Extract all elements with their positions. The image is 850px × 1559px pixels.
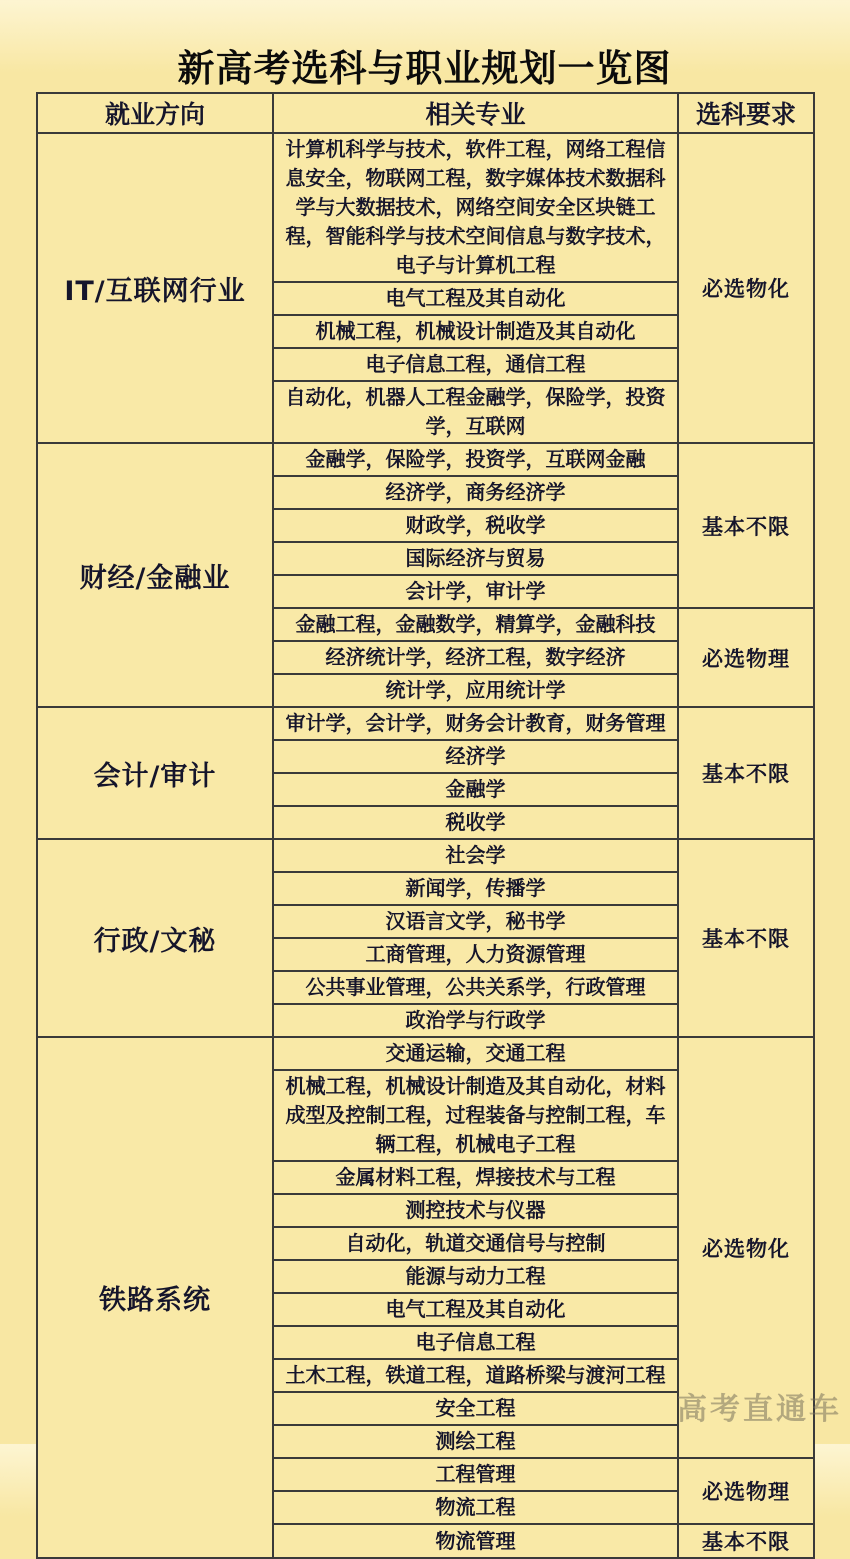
major-cell: 汉语言文学，秘书学 (273, 905, 678, 938)
header-requirement: 选科要求 (678, 93, 814, 133)
major-cell: 政治学与行政学 (273, 1004, 678, 1037)
table-row (37, 133, 814, 282)
requirement-cell: 基本不限 (678, 1524, 814, 1558)
major-cell: 自动化，轨道交通信号与控制 (273, 1227, 678, 1260)
major-cell: 统计学，应用统计学 (273, 674, 678, 707)
major-cell: 社会学 (273, 839, 678, 872)
major-cell: 国际经济与贸易 (273, 542, 678, 575)
major-cell: 经济学 (273, 740, 678, 773)
header-row (37, 93, 814, 133)
table-row (37, 707, 814, 740)
career-cell: 会计/审计 (37, 707, 273, 839)
major-cell: 金融学，保险学，投资学，互联网金融 (273, 443, 678, 476)
major-cell: 电气工程及其自动化 (273, 1293, 678, 1326)
major-cell: 电子信息工程，通信工程 (273, 348, 678, 381)
major-cell: 能源与动力工程 (273, 1260, 678, 1293)
major-cell: 经济统计学，经济工程，数字经济 (273, 641, 678, 674)
requirement-cell: 基本不限 (678, 443, 814, 608)
career-cell: 铁路系统 (37, 1037, 273, 1558)
major-cell: 税收学 (273, 806, 678, 839)
career-cell: IT/互联网行业 (37, 133, 273, 443)
table-row (37, 443, 814, 476)
major-cell: 自动化，机器人工程金融学，保险学，投资学，互联网 (273, 381, 678, 443)
major-cell: 物流管理 (273, 1524, 678, 1558)
major-cell: 会计学，审计学 (273, 575, 678, 608)
major-cell: 安全工程 (273, 1392, 678, 1425)
watermark-text: 高考直通车 (677, 1392, 842, 1427)
requirement-cell: 必选物理 (678, 608, 814, 707)
major-cell: 土木工程，铁道工程，道路桥梁与渡河工程 (273, 1359, 678, 1392)
major-cell: 新闻学，传播学 (273, 872, 678, 905)
requirement-cell: 基本不限 (678, 707, 814, 839)
career-planning-table (36, 92, 815, 1559)
major-cell: 交通运输，交通工程 (273, 1037, 678, 1070)
major-cell: 金属材料工程，焊接技术与工程 (273, 1161, 678, 1194)
career-cell: 财经/金融业 (37, 443, 273, 707)
major-cell: 审计学，会计学，财务会计教育，财务管理 (273, 707, 678, 740)
career-cell: 行政/文秘 (37, 839, 273, 1037)
major-cell: 金融工程，金融数学，精算学，金融科技 (273, 608, 678, 641)
major-cell: 电子信息工程 (273, 1326, 678, 1359)
major-cell: 金融学 (273, 773, 678, 806)
requirement-cell: 必选物理 (678, 1458, 814, 1524)
major-cell: 财政学，税收学 (273, 509, 678, 542)
major-cell: 测控技术与仪器 (273, 1194, 678, 1227)
header-career: 就业方向 (37, 93, 273, 133)
table-row (37, 839, 814, 872)
page-title: 新高考选科与职业规划一览图 (177, 47, 672, 90)
major-cell: 测绘工程 (273, 1425, 678, 1458)
requirement-cell: 必选物化 (678, 1037, 814, 1458)
major-cell: 工程管理 (273, 1458, 678, 1491)
major-cell: 机械工程，机械设计制造及其自动化，材料成型及控制工程，过程装备与控制工程，车辆工程，机械电子工程 (273, 1070, 678, 1161)
header-majors: 相关专业 (273, 93, 678, 133)
major-cell: 经济学，商务经济学 (273, 476, 678, 509)
major-cell: 物流工程 (273, 1491, 678, 1524)
major-cell: 电气工程及其自动化 (273, 282, 678, 315)
major-cell: 公共事业管理，公共关系学，行政管理 (273, 971, 678, 1004)
requirement-cell: 基本不限 (678, 839, 814, 1037)
table-row (37, 1037, 814, 1070)
major-cell: 机械工程，机械设计制造及其自动化 (273, 315, 678, 348)
requirement-cell: 必选物化 (678, 133, 814, 443)
major-cell: 工商管理，人力资源管理 (273, 938, 678, 971)
major-cell: 计算机科学与技术，软件工程，网络工程信息安全，物联网工程，数字媒体技术数据科学与大数据技术，网络空间安全区块链工程，智能科学与技术空间信息与数字技术，电子与计算机工程 (273, 133, 678, 282)
